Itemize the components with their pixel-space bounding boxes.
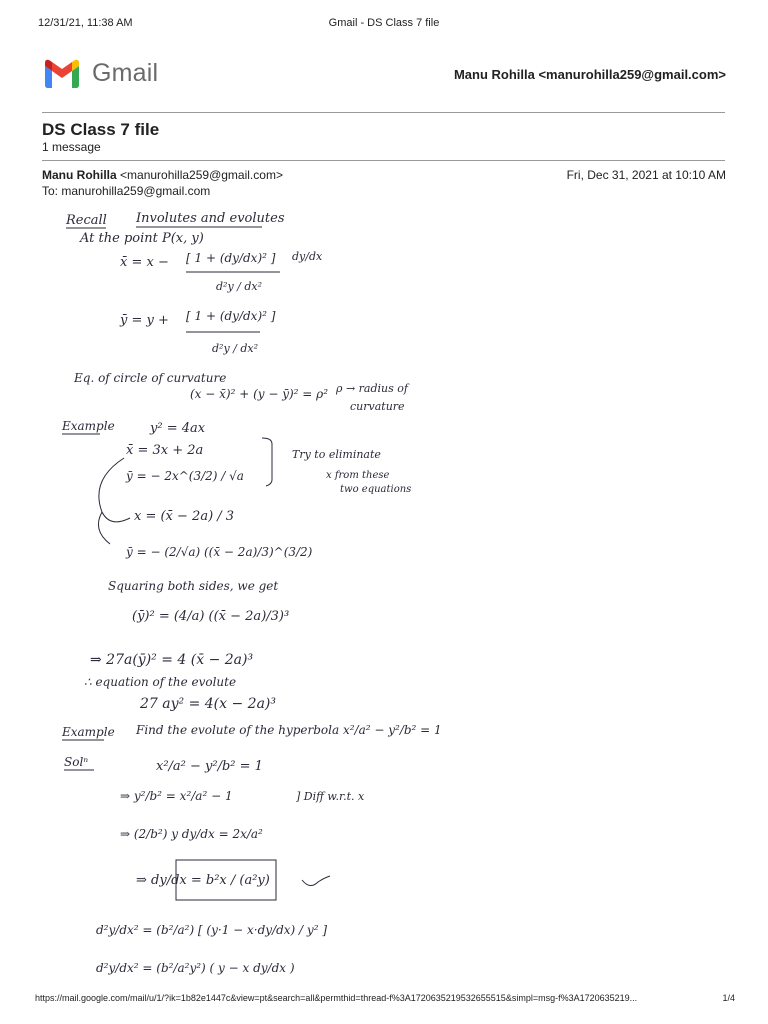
svg-text:ȳ = y +: ȳ = y + (120, 313, 169, 328)
recall-label: Recall (66, 213, 107, 228)
therefore-note: ∴ equation of the evolute (84, 675, 237, 689)
try-note-line1: Try to eliminate (292, 448, 381, 461)
notes-heading: Involutes and evolutes (136, 211, 285, 226)
account-name: Manu Rohilla <manurohilla259@gmail.com> (453, 67, 726, 82)
d2y-eq: d²y/dx² = (b²/a²) [ (y·1 − x·dy/dx) / y² ] (96, 923, 327, 937)
example2-label: Example (62, 725, 115, 739)
implies-eq: ⇒ 27a(ȳ)² = 4 (x̄ − 2a)³ (90, 652, 254, 668)
svg-text:d²y / dx²: d²y / dx² (216, 280, 263, 293)
print-title: Gmail - DS Class 7 file (328, 17, 440, 29)
parabola-eq: y² = 4ax (150, 421, 206, 436)
sender-name: Manu Rohilla (42, 168, 117, 182)
svg-text:d²y / dx²: d²y / dx² (212, 342, 259, 355)
squared-eq: (ȳ)² = (4/a) ((x̄ − 2a)/3)³ (132, 609, 290, 624)
footer-url: https://mail.google.com/mail/u/1/?ik=1b82e1447c&view=pt&search=all&permthid=thread-f%3A1720635219532655515&simpl=msg-f%3A1720635219... (35, 993, 638, 1003)
squaring-note: Squaring both sides, we get (108, 579, 279, 593)
ybar-eq: ȳ = − 2x^(3/2) / √a (126, 469, 244, 483)
header-divider (42, 112, 725, 113)
step3-eq: ⇒ dy/dx = b²x / (a²y) (136, 873, 270, 888)
solution-label: Solⁿ (64, 755, 89, 769)
step1-eq: ⇒ y²/b² = x²/a² − 1 (120, 789, 233, 803)
sender (42, 168, 283, 182)
try-note-line3: two equations (340, 484, 412, 495)
circle-eq-label: Eq. of circle of curvature (74, 371, 227, 385)
print-datetime: 12/31/21, 11:38 AM (38, 17, 133, 29)
at-point: At the point P(x, y) (80, 231, 204, 246)
diff-note: ] Diff w.r.t. x (296, 790, 365, 803)
step2-eq: ⇒ (2/b²) y dy/dx = 2x/a² (120, 827, 263, 841)
ybar-eq2: ȳ = − (2/√a) ((x̄ − 2a)/3)^(3/2) (126, 545, 313, 559)
sender-email: <manurohilla259@gmail.com> (120, 168, 283, 182)
try-note-line2: x from these (326, 470, 390, 481)
page-number: 1/4 (722, 993, 735, 1003)
gmail-logo-icon (42, 58, 82, 88)
thread-subject: DS Class 7 file (42, 120, 160, 139)
svg-text:x̄ = x −: x̄ = x − (120, 255, 169, 270)
example2-text: Find the evolute of the hyperbola x²/a² − y²/b² = 1 (136, 723, 442, 737)
x-eq: x = (x̄ − 2a) / 3 (134, 509, 235, 524)
evolute-eq: 27 ay² = 4(x − 2a)³ (140, 696, 276, 712)
subject-divider (42, 160, 725, 161)
gmail-wordmark: Gmail (92, 58, 159, 87)
xbar-eq: x̄ = 3x + 2a (126, 443, 204, 458)
recipient: To: manurohilla259@gmail.com (42, 184, 211, 198)
example1-label: Example (62, 419, 115, 433)
svg-text:dy/dx: dy/dx (292, 250, 323, 263)
message-date: Fri, Dec 31, 2021 at 10:10 AM (566, 168, 726, 182)
gmail-logo (42, 58, 158, 88)
rho-note-line2: curvature (350, 400, 405, 413)
message-count: 1 message (42, 140, 101, 154)
hyperbola-eq: x²/a² − y²/b² = 1 (156, 759, 263, 774)
circle-eq: (x − x̄)² + (y − ȳ)² = ρ² (190, 387, 329, 401)
d2y-eq2: d²y/dx² = (b²/a²y²) ( y − x dy/dx ) (96, 961, 295, 975)
svg-text:[ 1 + (dy/dx)² ]: [ 1 + (dy/dx)² ] (186, 309, 276, 323)
rho-note-line1: ρ → radius of (336, 382, 408, 395)
handwritten-notes-image (40, 200, 730, 986)
svg-text:[ 1 + (dy/dx)² ]: [ 1 + (dy/dx)² ] (186, 251, 276, 265)
